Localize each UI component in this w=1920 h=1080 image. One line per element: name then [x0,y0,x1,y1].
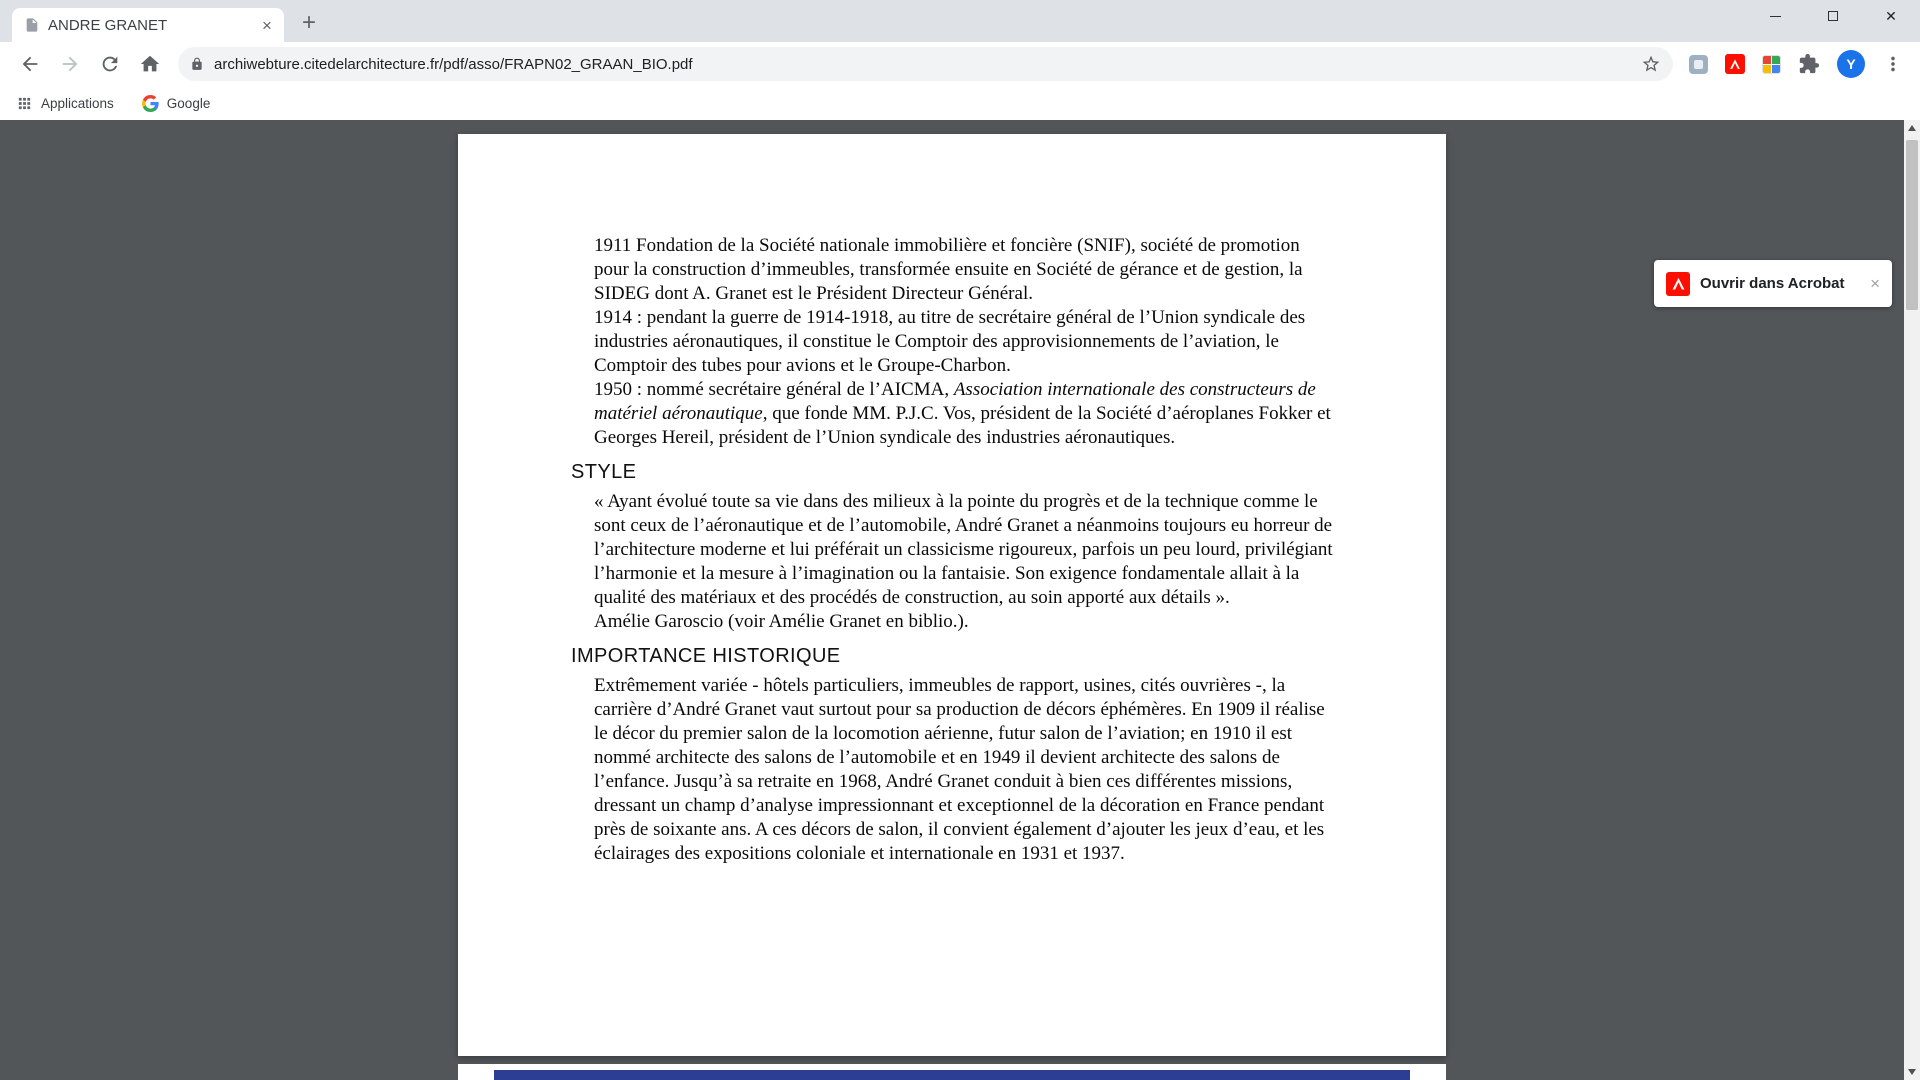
acrobat-icon [1666,272,1690,296]
scroll-up-button[interactable] [1904,120,1920,136]
importance-text: Extrêmement variée - hôtels particuliers, immeubles de rapport, usines, cités ouvrières -, la carrière d’André Granet vaut surtout pour sa production de décors éphémères. En 1909 il réalise le décor du premier salon de la locomotion aérienne, futur salon de l’aviation; en 1910 il est nommé architecte des salons de l’automobile et en 1949 il devient architecte des salons de l’enfance. Jusqu’à sa retraite en 1968, André Granet conduit à bien ces différentes missions, dressant un champ d’analyse impressionnant et exceptionnel de la décoration en France pendant près de soixante ans. A ces décors de salon, il convient également d’ajouter les jeux d’eau, et les éclairages des expositions coloniale et internationale en 1931 et 1937. [594,675,1325,864]
bookmark-applications[interactable] [16,95,114,112]
pdf-page [458,134,1446,1056]
scroll-down-button[interactable] [1904,1064,1920,1080]
pdf-file-icon [24,17,40,33]
paragraph-1950-italic: Association internationale des constructeurs de matériel aéronautique [594,379,1316,424]
reload-icon [99,53,121,75]
bookmarks-bar [0,86,1920,120]
scroll-up-icon [1908,125,1916,131]
paragraph-1911: 1911 Fondation de la Société nationale immobilière et foncière (SNIF), société de promotion pour la construction d’immeubles, transformée ensuite en Société de gérance et de gestion, la SIDEG dont A. Granet est le Président Directeur Général. [594,235,1303,304]
paragraph-1950-after: , que fonde MM. P.J.C. Vos, président de la Société d’aéroplanes Fokker et Georges Hereil, président de l’Union syndicale des industries aéronautiques. [594,403,1331,448]
pdf-page-content [458,134,1446,866]
arrow-right-icon [59,53,81,75]
arrow-left-icon [19,53,41,75]
bookmark-label: Google [166,95,211,111]
home-icon [139,53,161,75]
style-heading: STYLE [571,461,637,483]
close-window-button[interactable]: ✕ [1885,7,1897,24]
back-button[interactable] [12,46,48,82]
toast-close-icon[interactable]: × [1870,274,1880,293]
kebab-menu-icon [1882,53,1904,75]
apps-grid-icon [16,95,33,112]
importance-heading: IMPORTANCE HISTORIQUE [571,645,841,667]
maximize-icon [1828,11,1838,21]
browser-menu-button[interactable] [1882,53,1904,75]
reload-button[interactable] [92,46,128,82]
profile-avatar[interactable]: Y [1837,50,1865,78]
new-tab-button[interactable]: + [301,9,316,36]
open-in-acrobat-toast[interactable] [1654,260,1892,307]
google-g-icon [142,95,159,112]
window-controls [1746,0,1920,32]
extensions-puzzle-icon[interactable] [1798,53,1820,75]
minimize-button[interactable] [1746,0,1804,32]
colorful-extension-icon[interactable] [1762,55,1781,74]
url-text[interactable]: archiwebture.citedelarchitecture.fr/pdf/asso/FRAPN02_GRAAN_BIO.pdf [214,55,693,73]
tab-title: ANDRE GRANET [48,16,168,34]
next-page-preview [458,1064,1446,1080]
tab-strip [0,0,1920,42]
bookmark-google[interactable] [142,95,211,112]
next-page-blue-band [494,1070,1410,1080]
extension-icon-1[interactable] [1689,55,1708,74]
scrollbar-thumb[interactable] [1906,140,1918,310]
lock-icon[interactable] [190,57,204,71]
toast-label: Ouvrir dans Acrobat [1700,275,1845,292]
paragraph-1950-before: 1950 : nommé secrétaire général de l’AICMA, [594,379,954,400]
bookmark-label: Applications [41,95,114,111]
toolbar-icons [1683,50,1908,78]
address-bar[interactable] [178,47,1673,81]
maximize-button[interactable] [1804,0,1862,32]
browser-toolbar [0,42,1920,86]
pdf-scrollbar[interactable] [1904,120,1920,1080]
scroll-down-icon [1908,1069,1916,1075]
minimize-icon [1770,16,1781,17]
browser-tab[interactable] [12,8,284,42]
pdf-viewer [0,120,1920,1080]
home-button[interactable] [132,46,168,82]
paragraph-1914: 1914 : pendant la guerre de 1914-1918, au titre de secrétaire général de l’Union syndicale des industries aéronautiques, il constitue le Comptoir des approvisionnements de l’aviation, le Comptoir des tubes pour avions et le Groupe-Charbon. [594,307,1306,376]
tab-close-icon[interactable]: × [262,15,272,35]
bookmark-star-icon[interactable] [1641,54,1661,74]
style-quote: « Ayant évolué toute sa vie dans des milieux à la pointe du progrès et de la technique comme le sont ceux de l’aéronautique et de l’automobile, André Granet a néanmoins toujours eu horreur de l’architecture moderne et lui préférait un classicisme rigoureux, parfois un peu lourd, privilégiant l’harmonie et la mesure à l’imagination ou la fantaisie. Son exigence fondamentale allait à la qualité des matériaux et des procédés de construction, au soin apporté aux détails ». [594,491,1333,608]
style-credit: Amélie Garoscio (voir Amélie Granet en biblio.). [594,611,969,632]
adobe-acrobat-extension-icon[interactable] [1725,54,1745,74]
forward-button[interactable] [52,46,88,82]
paragraph-1950 [594,378,1336,450]
